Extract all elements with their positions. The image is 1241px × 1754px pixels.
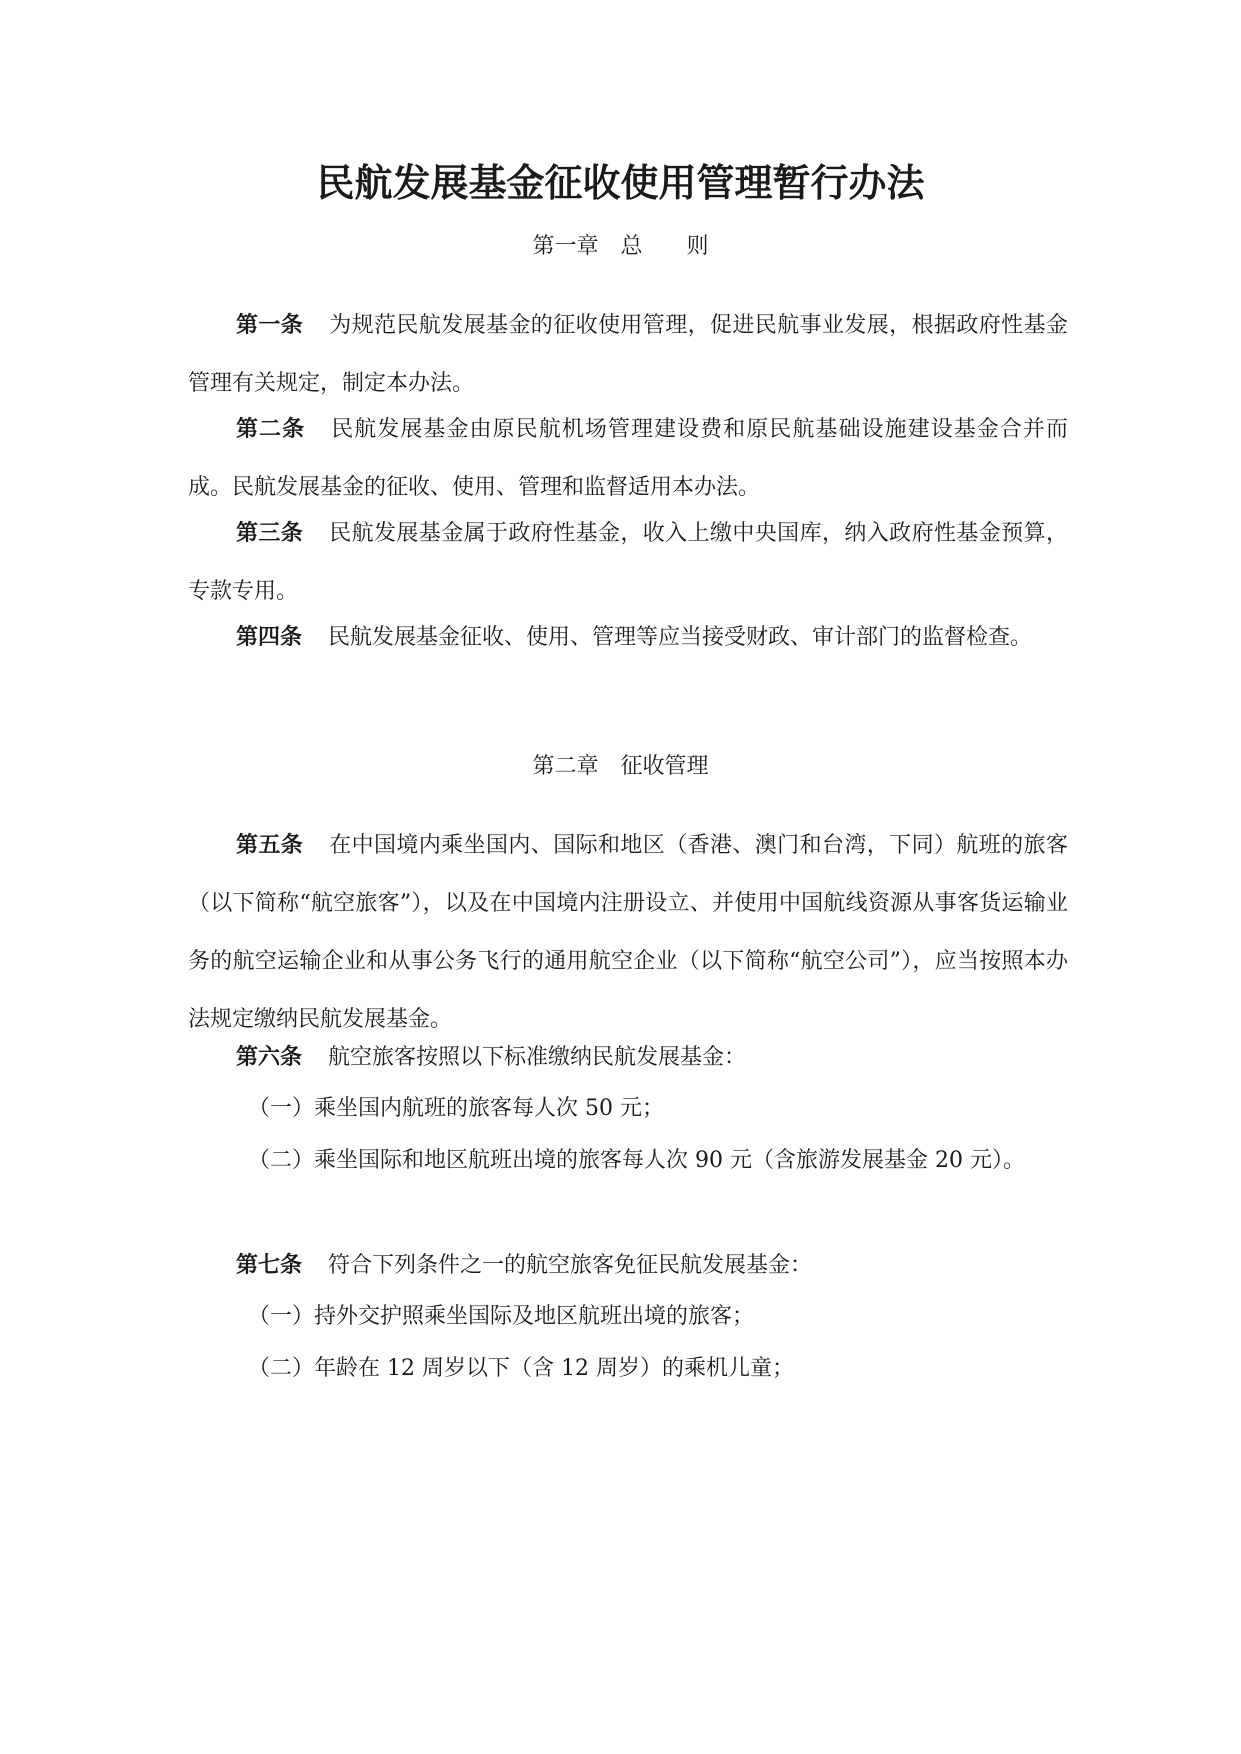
article-text: 符合下列条件之一的航空旅客免征民航发展基金： (328, 1253, 813, 1278)
article-label: 第七条 (236, 1252, 303, 1278)
article-text: 民航发展基金由原民航机场管理建设费和原民航基础设施建设基金合并而成。民航发展基金的征收、使用、管理和监督适用本办法。 (188, 417, 1068, 500)
article-label: 第三条 (236, 520, 304, 546)
article-5 (188, 816, 1068, 1049)
chapter-heading-1: 第一章 总 则 (532, 234, 709, 259)
article-7-item-1: （一）持外交护照乘坐国际及地区航班出境的旅客； (248, 1304, 755, 1329)
article-label: 第一条 (236, 312, 304, 338)
article-text: 民航发展基金属于政府性基金，收入上缴中央国库，纳入政府性基金预算，专款专用。 (188, 521, 1068, 604)
article-label: 第四条 (236, 624, 303, 650)
article-label: 第六条 (236, 1044, 303, 1070)
article-label: 第二条 (236, 416, 306, 442)
article-text: 在中国境内乘坐国内、国际和地区（香港、澳门和台湾，下同）航班的旅客（以下简称“航空旅客”），以及在中国境内注册设立、并使用中国航线资源从事客货运输业务的航空运输企业和从事公务飞行的通用航空企业（以下简称“航空公司”），应当按照本办法规定缴纳民航发展基金。 (188, 833, 1068, 1032)
article-6-item-2: （二）乘坐国际和地区航班出境的旅客每人次 90 元（含旅游发展基金 20 元）。 (248, 1148, 1025, 1173)
article-7 (188, 1236, 1068, 1295)
article-4 (188, 608, 1068, 667)
article-7-item-2: （二）年龄在 12 周岁以下（含 12 周岁）的乘机儿童； (248, 1356, 794, 1381)
article-label: 第五条 (236, 832, 304, 858)
document-title: 民航发展基金征收使用管理暂行办法 (316, 160, 925, 205)
article-text: 民航发展基金征收、使用、管理等应当接受财政、审计部门的监督检查。 (328, 625, 1033, 650)
article-6 (188, 1028, 1068, 1087)
article-text: 航空旅客按照以下标准缴纳民航发展基金： (328, 1045, 747, 1070)
article-3 (188, 504, 1068, 621)
article-6-item-1: （一）乘坐国内航班的旅客每人次 50 元； (248, 1096, 664, 1121)
article-text: 为规范民航发展基金的征收使用管理，促进民航事业发展，根据政府性基金管理有关规定，制定本办法。 (188, 313, 1068, 396)
article-1 (188, 296, 1068, 413)
chapter-heading-2: 第二章 征收管理 (532, 754, 709, 779)
article-2 (188, 400, 1068, 517)
